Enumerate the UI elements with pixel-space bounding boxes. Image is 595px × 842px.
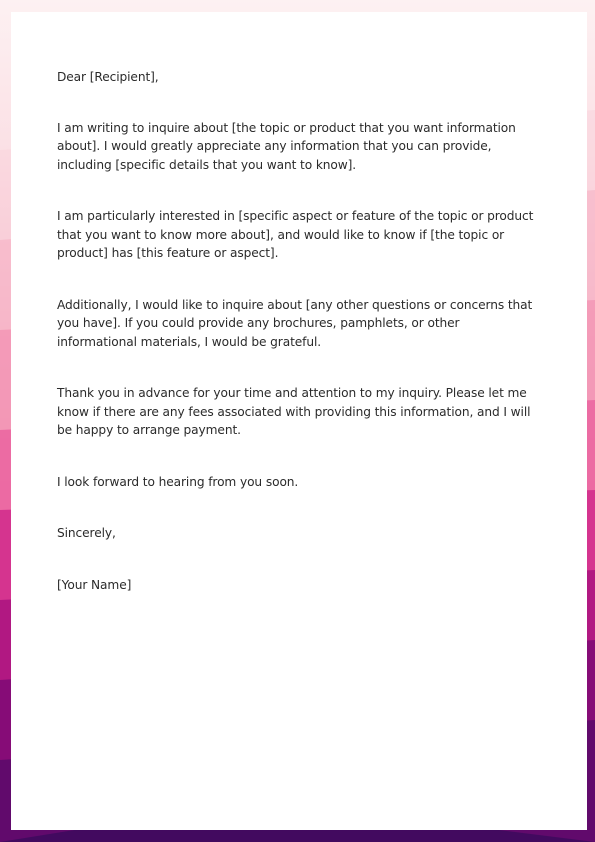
signature: [Your Name] (57, 577, 132, 592)
letter-page (11, 12, 587, 830)
paragraph-interest: I am particularly interested in [specific aspect or feature of the topic or product that you want to know more about], and would like to know if [the topic or product] has [this feature or aspect]. (57, 209, 534, 260)
closing-line: I look forward to hearing from you soon. (57, 474, 299, 489)
salutation: Dear [Recipient], (57, 70, 159, 84)
paragraph-inquiry: I am writing to inquire about [the topic or product that you want information about]. I would greatly appreciate any information that you can provide, including [specific details that you want to know]. (57, 120, 516, 172)
paragraph-additional: Additionally, I would like to inquire about [any other questions or concerns that you have]. If you could provide any brochures, pamphlets, or other informational materials, I would be grateful. (57, 297, 533, 349)
paragraph-thanks: Thank you in advance for your time and attention to my inquiry. Please let me know if there are any fees associated with providing this information, and I will be happy to arrange payment. (57, 386, 531, 437)
signoff: Sincerely, (57, 526, 116, 540)
